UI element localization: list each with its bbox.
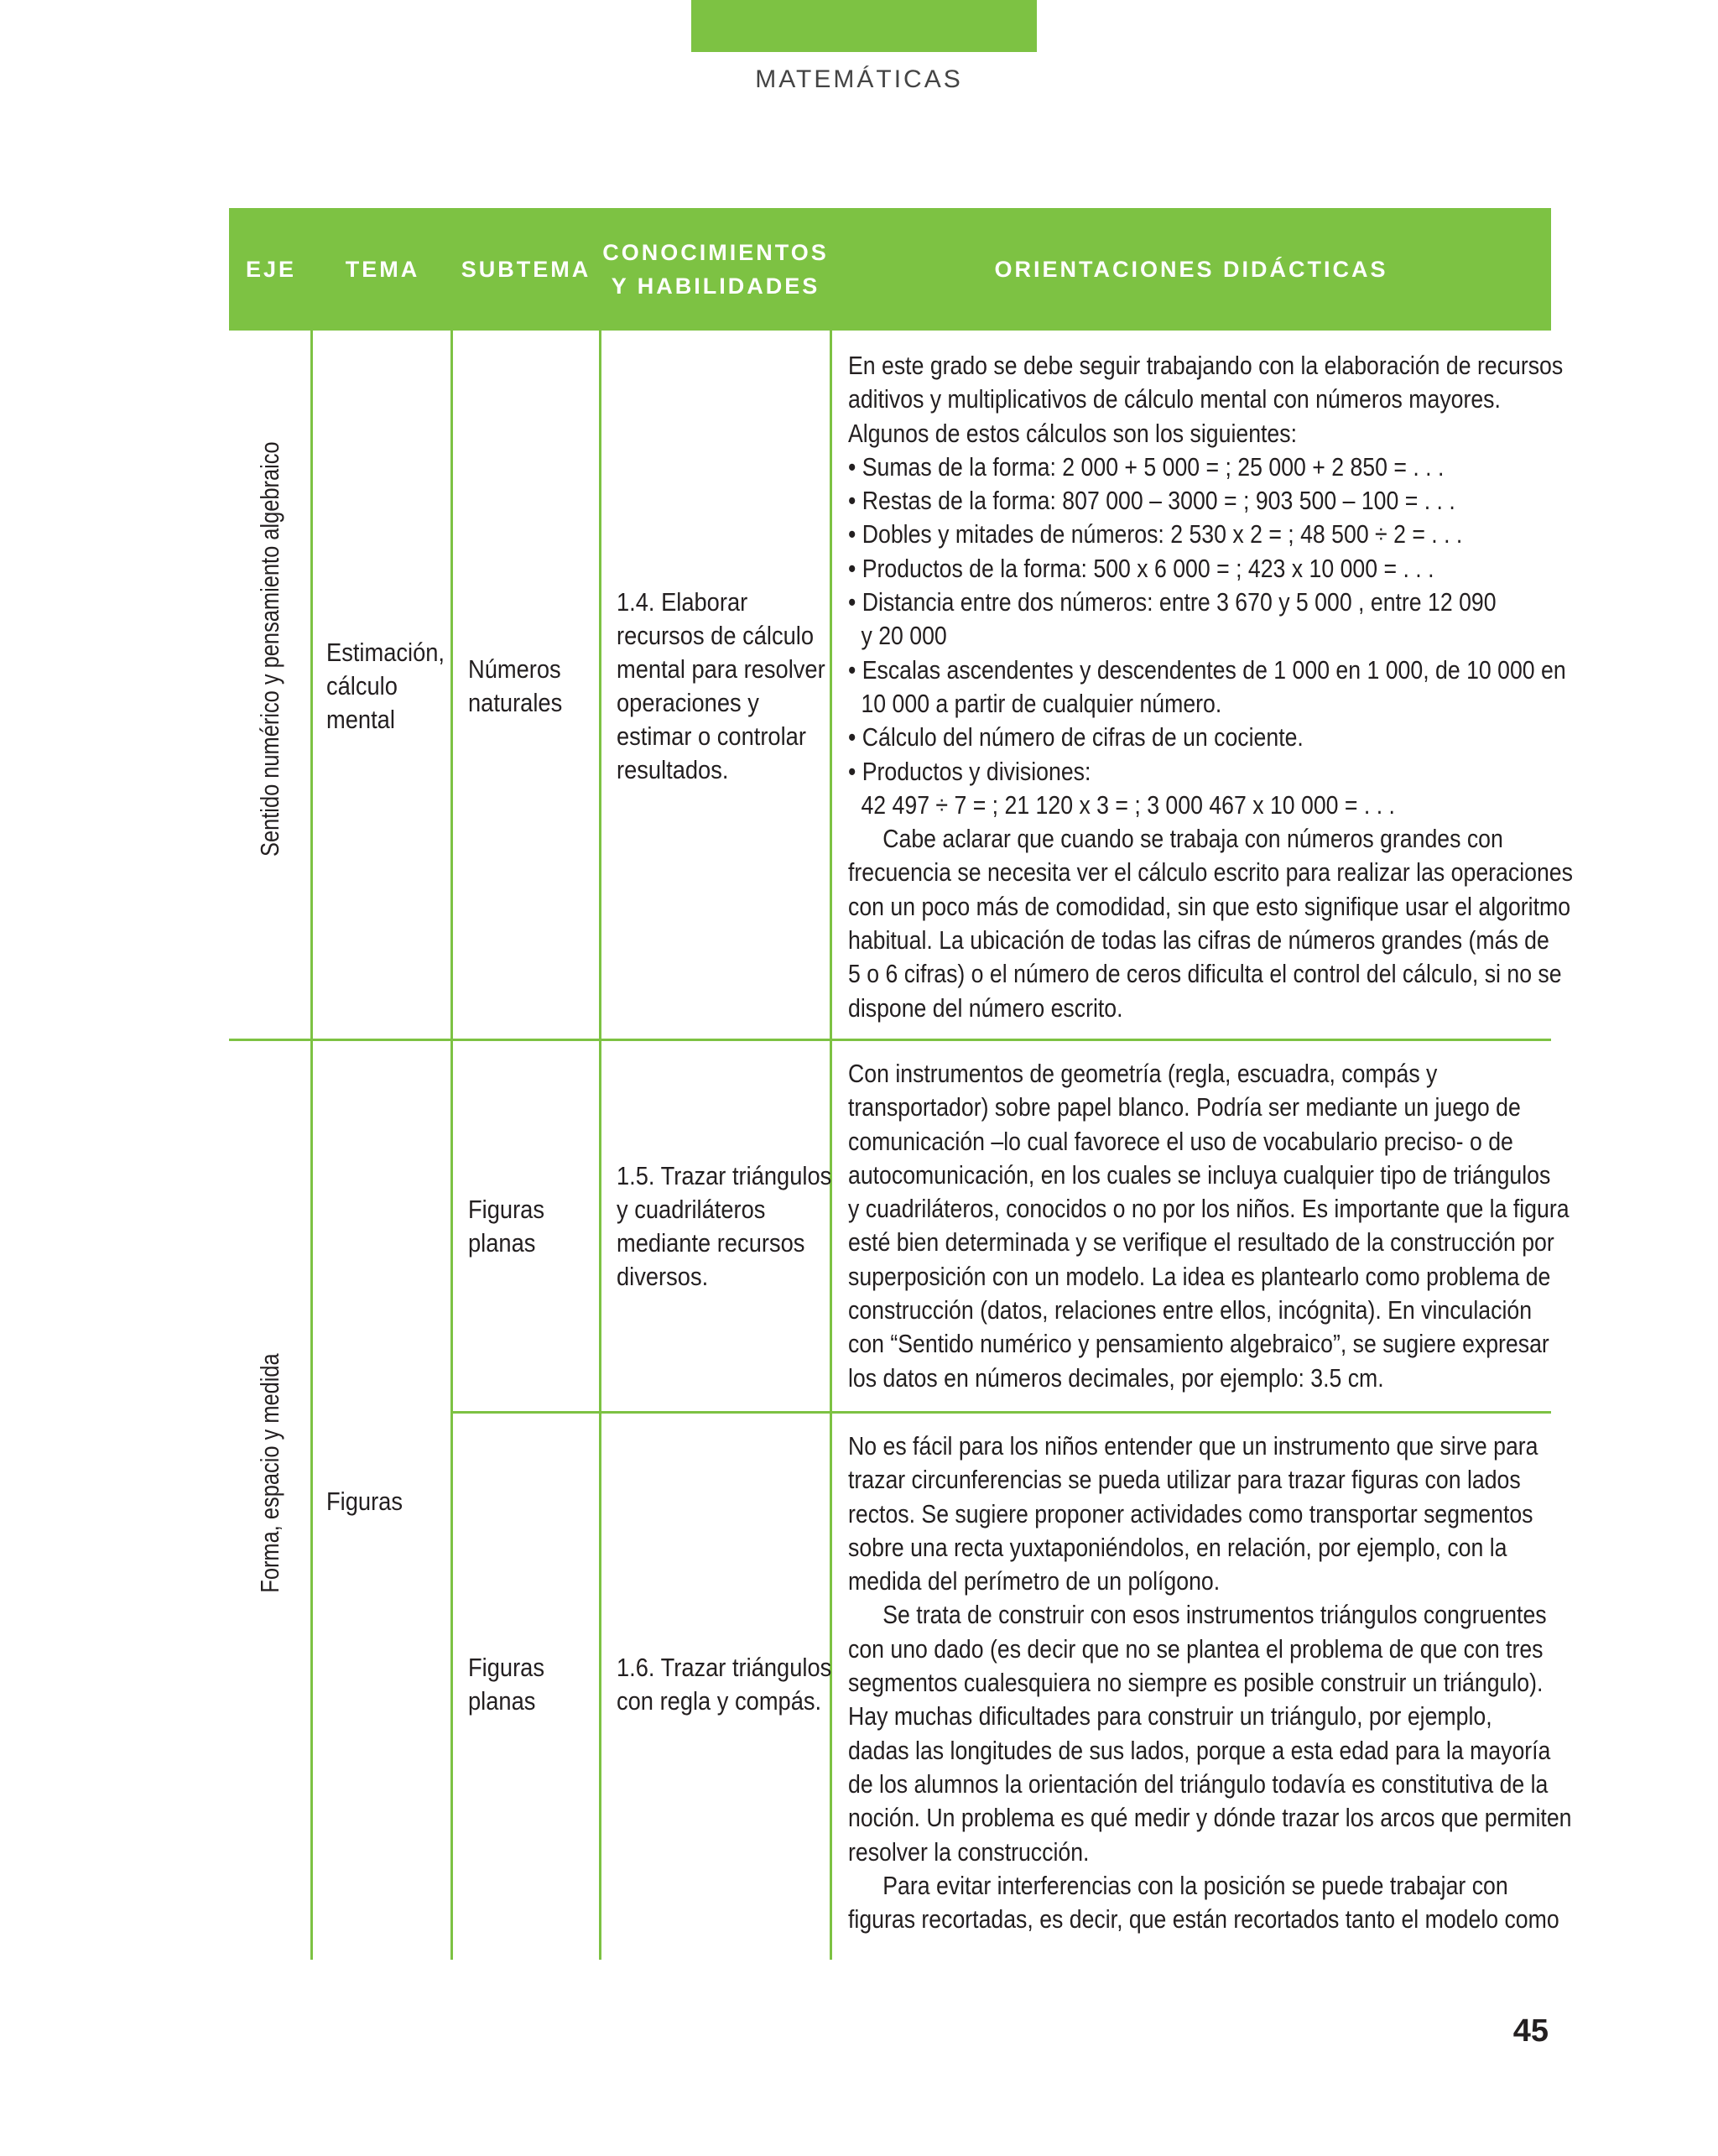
conocimientos-row2a xyxy=(617,1159,831,1294)
conocimientos-line: recursos de cálculo xyxy=(617,621,815,650)
conocimientos-line: 1.5. Trazar triángulos xyxy=(617,1161,832,1190)
paragraph-line: aditivos y multiplicativos de cálculo mental con números mayores. xyxy=(848,384,1501,414)
header-tab xyxy=(691,0,1037,52)
conocimientos-line: operaciones y xyxy=(617,688,759,717)
subtema-line: Figuras xyxy=(468,1653,544,1682)
col-tema: TEMA xyxy=(345,257,420,282)
bullet-item: • Escalas ascendentes y descendentes de 1 000 en 1 000, de 10 000 en xyxy=(848,654,1566,685)
bullet-item: • Sumas de la forma: 2 000 + 5 000 = ; 25 000 + 2 850 = . . . xyxy=(848,451,1445,482)
conocimientos-line: estimar o controlar xyxy=(617,721,806,751)
paragraph-line: resolver la construcción. xyxy=(848,1836,1090,1867)
running-head: MATEMÁTICAS xyxy=(755,65,963,93)
paragraph-line: autocomunicación, en los cuales se incluya cualquier tipo de triángulos xyxy=(848,1159,1551,1190)
curriculum-table xyxy=(229,208,1573,1960)
col-conocimientos-line2: Y HABILIDADES xyxy=(611,273,820,299)
paragraph-line: con un poco más de comodidad, sin que esto signifique usar el algoritmo xyxy=(848,891,1571,921)
divider xyxy=(599,331,601,1960)
col-orientaciones: ORIENTACIONES DIDÁCTICAS xyxy=(994,257,1388,282)
bullet-item: • Productos y divisiones: xyxy=(848,756,1091,786)
bullet-item-cont: 10 000 a partir de cualquier número. xyxy=(861,688,1222,718)
paragraph-line: con uno dado (es decir que no se plantea el problema de que con tres xyxy=(848,1633,1544,1664)
orientaciones-row2a xyxy=(848,1057,1570,1395)
conocimientos-row1 xyxy=(617,586,825,787)
conocimientos-line: resultados. xyxy=(617,755,729,784)
paragraph-line: Se trata de construir con esos instrumentos triángulos congruentes xyxy=(882,1600,1547,1630)
subtema-line: naturales xyxy=(468,688,563,717)
subtema-line: planas xyxy=(468,1686,536,1716)
col-subtema: SUBTEMA xyxy=(461,257,591,282)
paragraph-line: superposición con un modelo. La idea es plantearlo como problema de xyxy=(848,1261,1551,1291)
bullet-item: • Cálculo del número de cifras de un cociente. xyxy=(848,722,1304,753)
row-divider xyxy=(450,1411,1551,1414)
divider xyxy=(450,331,453,1960)
row-divider xyxy=(229,1039,1551,1041)
paragraph-line: Algunos de estos cálculos son los siguientes: xyxy=(848,418,1298,448)
paragraph-line: sobre una recta yuxtaponiéndolos, en relación, por ejemplo, con la xyxy=(848,1532,1507,1562)
paragraph-line: medida del perímetro de un polígono. xyxy=(848,1566,1221,1596)
subtema-line: Números xyxy=(468,654,561,684)
conocimientos-line: 1.6. Trazar triángulos xyxy=(617,1653,832,1682)
paragraph-line: dispone del número escrito. xyxy=(848,992,1123,1023)
divider xyxy=(310,331,313,1960)
table-header xyxy=(229,208,1551,331)
bullet-item: • Restas de la forma: 807 000 – 3000 = ; 903 500 – 100 = . . . xyxy=(848,486,1455,516)
paragraph-line: Hay muchas dificultades para construir un triángulo, por ejemplo, xyxy=(848,1701,1492,1732)
col-conocimientos xyxy=(600,208,831,331)
subtema-row2a xyxy=(468,1193,544,1260)
conocimientos-line: 1.4. Elaborar xyxy=(617,587,748,617)
paragraph-line: los datos en números decimales, por ejemplo: 3.5 cm. xyxy=(848,1362,1384,1393)
paragraph-line: Para evitar interferencias con la posición se puede trabajar con xyxy=(882,1870,1508,1900)
eje-row1: Sentido numérico y pensamiento algebraico xyxy=(255,441,284,857)
orientaciones-row1 xyxy=(848,349,1573,1025)
paragraph-line: con “Sentido numérico y pensamiento algebraico”, se sugiere expresar xyxy=(848,1329,1549,1359)
bullet-item-cont: 42 497 ÷ 7 = ; 21 120 x 3 = ; 3 000 467 x 10 000 = . . . xyxy=(861,789,1395,820)
bullet-item: • Dobles y mitades de números: 2 530 x 2 = ; 48 500 ÷ 2 = . . . xyxy=(848,519,1463,549)
tema-line: cálculo xyxy=(326,671,398,700)
paragraph-line: habitual. La ubicación de todas las cifras de números grandes (más de xyxy=(848,925,1549,956)
conocimientos-line: mental para resolver xyxy=(617,654,825,684)
conocimientos-line: con regla y compás. xyxy=(617,1686,822,1716)
paragraph-line: Con instrumentos de geometría (regla, escuadra, compás y xyxy=(848,1059,1438,1088)
paragraph-line: esté bien determinada y se verifique el resultado de la construcción por xyxy=(848,1227,1554,1258)
conocimientos-line: diversos. xyxy=(617,1262,709,1291)
page-number: 45 xyxy=(1512,2013,1549,2049)
paragraph-line: dadas las longitudes de sus lados, porque a esta edad para la mayoría xyxy=(848,1735,1551,1765)
paragraph-line: rectos. Se sugiere proponer actividades como transportar segmentos xyxy=(848,1498,1533,1528)
orientaciones-row2b xyxy=(848,1430,1572,1936)
bullet-item: • Distancia entre dos números: entre 3 670 y 5 000 , entre 12 090 xyxy=(848,587,1497,617)
subtema-line: Figuras xyxy=(468,1195,544,1224)
paragraph-line: comunicación –lo cual favorece el uso de vocabulario preciso- o de xyxy=(848,1126,1513,1156)
conocimientos-row2b xyxy=(617,1651,831,1718)
conocimientos-line: mediante recursos xyxy=(617,1228,805,1258)
paragraph-line: frecuencia se necesita ver el cálculo escrito para realizar las operaciones xyxy=(848,857,1573,888)
paragraph-line: trazar circunferencias se pueda utilizar para trazar figuras con lados xyxy=(848,1465,1521,1495)
paragraph-line: No es fácil para los niños entender que un instrumento que sirve para xyxy=(848,1431,1538,1461)
tema-row1 xyxy=(326,636,445,737)
paragraph-line: Cabe aclarar que cuando se trabaja con números grandes con xyxy=(882,824,1503,854)
paragraph-line: 5 o 6 cifras) o el número de ceros dificulta el control del cálculo, si no se xyxy=(848,959,1562,989)
tema-line: mental xyxy=(326,705,395,734)
paragraph-line: de los alumnos la orientación del triángulo todavía es constitutiva de la xyxy=(848,1768,1549,1799)
paragraph-line: construcción (datos, relaciones entre ellos, incógnita). En vinculación xyxy=(848,1295,1533,1325)
paragraph-line: segmentos cualesquiera no siempre es posible construir un triángulo). xyxy=(848,1668,1544,1698)
subtema-line: planas xyxy=(468,1228,536,1258)
paragraph-line: figuras recortadas, es decir, que están recortados tanto el modelo como xyxy=(848,1904,1559,1935)
paragraph-line: y cuadriláteros, conocidos o no por los niños. Es importante que la figura xyxy=(848,1194,1570,1224)
col-conocimientos-line1: CONOCIMIENTOS xyxy=(602,240,829,265)
bullet-item: • Productos de la forma: 500 x 6 000 = ; 423 x 10 000 = . . . xyxy=(848,553,1434,583)
bullet-item-cont: y 20 000 xyxy=(861,621,947,651)
subtema-row2b xyxy=(468,1651,544,1718)
conocimientos-line: y cuadriláteros xyxy=(617,1195,766,1224)
paragraph-line: transportador) sobre papel blanco. Podría ser mediante un juego de xyxy=(848,1092,1521,1122)
eje-row2: Forma, espacio y medida xyxy=(255,1353,284,1593)
col-eje: EJE xyxy=(245,257,297,282)
paragraph-line: noción. Un problema es qué medir y dónde trazar los arcos que permiten xyxy=(848,1803,1572,1833)
tema-line: Estimación, xyxy=(326,638,445,667)
tema-row2: Figuras xyxy=(326,1487,403,1516)
paragraph-line: En este grado se debe seguir trabajando con la elaboración de recursos xyxy=(848,351,1564,380)
subtema-row1 xyxy=(468,653,562,720)
